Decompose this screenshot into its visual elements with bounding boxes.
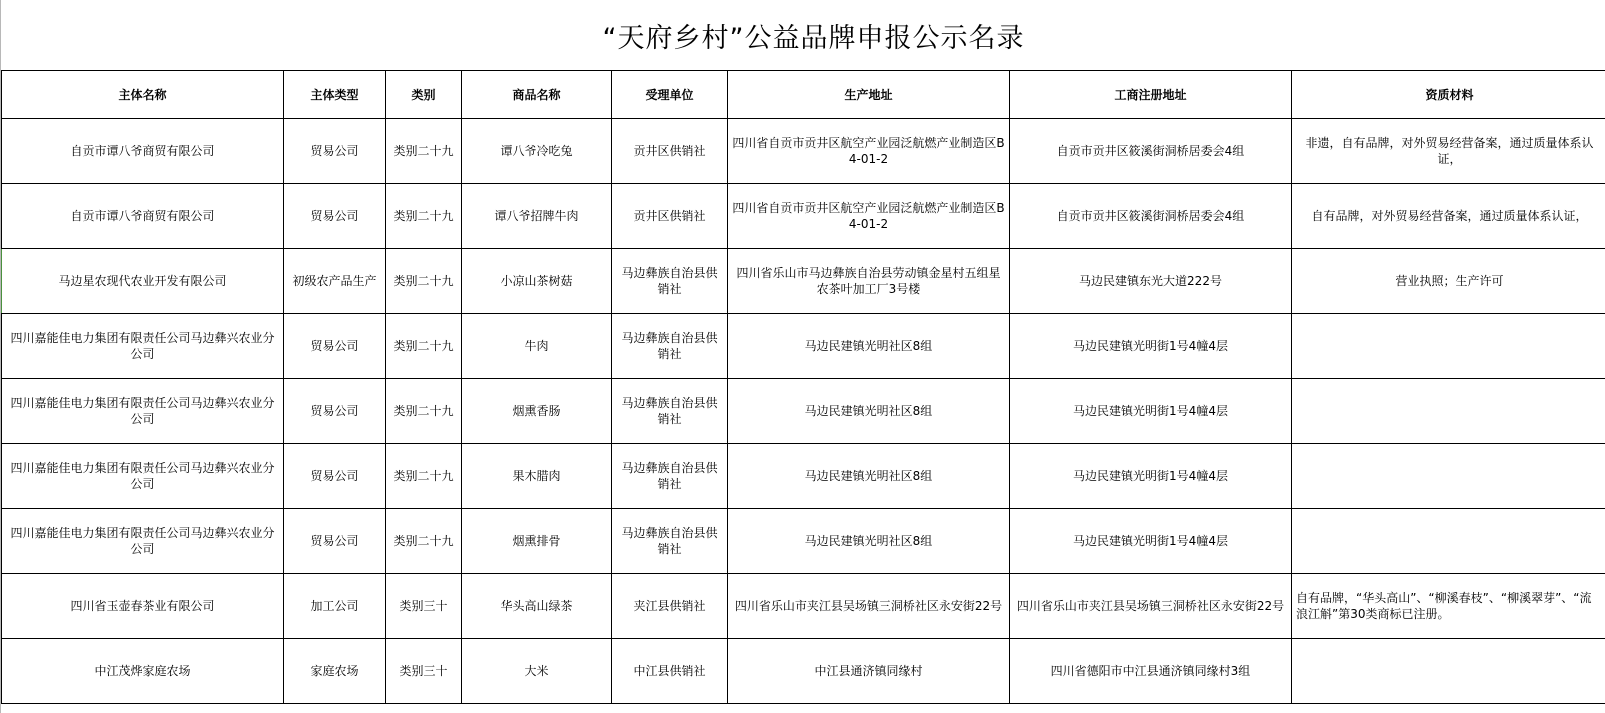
cell-unit[interactable]: 中江县供销社 bbox=[612, 639, 728, 704]
cell-type[interactable]: 贸易公司 bbox=[284, 184, 386, 249]
cell-entity[interactable]: 四川嘉能佳电力集团有限责任公司马边彝兴农业分公司 bbox=[2, 509, 284, 574]
table-row bbox=[2, 509, 1605, 574]
cell-product[interactable]: 谭八爷冷吃兔 bbox=[462, 119, 612, 184]
cell-qualification[interactable] bbox=[1292, 639, 1605, 704]
cell-unit[interactable]: 马边彝族自治县供销社 bbox=[612, 249, 728, 314]
cell-registered-address[interactable]: 自贡市贡井区筱溪街洞桥居委会4组 bbox=[1010, 184, 1292, 249]
column-header-product[interactable]: 商品名称 bbox=[462, 71, 612, 119]
cell-product[interactable]: 果木腊肉 bbox=[462, 444, 612, 509]
cell-unit[interactable]: 贡井区供销社 bbox=[612, 184, 728, 249]
cell-unit[interactable]: 马边彝族自治县供销社 bbox=[612, 444, 728, 509]
cell-unit[interactable]: 贡井区供销社 bbox=[612, 119, 728, 184]
cell-qualification[interactable] bbox=[1292, 379, 1605, 444]
table-row bbox=[2, 314, 1605, 379]
table-row bbox=[2, 574, 1605, 639]
cell-entity[interactable]: 四川省玉壶春茶业有限公司 bbox=[2, 574, 284, 639]
cell-unit[interactable]: 夹江县供销社 bbox=[612, 574, 728, 639]
header-row bbox=[2, 71, 1605, 119]
cell-production-address[interactable]: 四川省自贡市贡井区航空产业园泛航燃产业制造区B4-01-2 bbox=[728, 184, 1010, 249]
cell-type[interactable]: 初级农产品生产 bbox=[284, 249, 386, 314]
cell-production-address[interactable]: 四川省自贡市贡井区航空产业园泛航燃产业制造区B4-01-2 bbox=[728, 119, 1010, 184]
cell-product[interactable]: 谭八爷招牌牛肉 bbox=[462, 184, 612, 249]
cell-entity[interactable]: 自贡市谭八爷商贸有限公司 bbox=[2, 119, 284, 184]
cell-product[interactable]: 华头高山绿茶 bbox=[462, 574, 612, 639]
cell-category[interactable]: 类别二十九 bbox=[386, 444, 462, 509]
cell-category[interactable]: 类别二十九 bbox=[386, 249, 462, 314]
cell-registered-address[interactable]: 四川省德阳市中江县通济镇同缘村3组 bbox=[1010, 639, 1292, 704]
cell-production-address[interactable]: 马边民建镇光明社区8组 bbox=[728, 314, 1010, 379]
cell-type[interactable]: 贸易公司 bbox=[284, 379, 386, 444]
column-header-type[interactable]: 主体类型 bbox=[284, 71, 386, 119]
cell-qualification[interactable] bbox=[1292, 444, 1605, 509]
cell-production-address[interactable]: 马边民建镇光明社区8组 bbox=[728, 509, 1010, 574]
cell-qualification[interactable]: 自有品牌，“华头高山”、“柳溪春枝”、“柳溪翠芽”、“流浪江斛”第30类商标已注册。 bbox=[1292, 574, 1605, 639]
cell-category[interactable]: 类别二十九 bbox=[386, 184, 462, 249]
cell-category[interactable]: 类别二十九 bbox=[386, 379, 462, 444]
cell-production-address[interactable]: 四川省乐山市夹江县吴场镇三洞桥社区永安街22号 bbox=[728, 574, 1010, 639]
column-header-registered-address[interactable]: 工商注册地址 bbox=[1010, 71, 1292, 119]
cell-production-address[interactable]: 中江县通济镇同缘村 bbox=[728, 639, 1010, 704]
cell-type[interactable]: 加工公司 bbox=[284, 574, 386, 639]
cell-product[interactable]: 大米 bbox=[462, 639, 612, 704]
cell-registered-address[interactable]: 马边民建镇光明街1号4幢4层 bbox=[1010, 314, 1292, 379]
cell-production-address[interactable]: 马边民建镇光明社区8组 bbox=[728, 444, 1010, 509]
cell-qualification[interactable] bbox=[1292, 314, 1605, 379]
cell-qualification[interactable] bbox=[1292, 509, 1605, 574]
cell-entity[interactable]: 四川嘉能佳电力集团有限责任公司马边彝兴农业分公司 bbox=[2, 379, 284, 444]
cell-type[interactable]: 贸易公司 bbox=[284, 119, 386, 184]
column-header-entity[interactable]: 主体名称 bbox=[2, 71, 284, 119]
cell-registered-address[interactable]: 马边民建镇东光大道222号 bbox=[1010, 249, 1292, 314]
cell-entity[interactable]: 中江茂烨家庭农场 bbox=[2, 639, 284, 704]
table-row bbox=[2, 379, 1605, 444]
table-row bbox=[2, 119, 1605, 184]
cell-type[interactable]: 贸易公司 bbox=[284, 314, 386, 379]
cell-registered-address[interactable]: 马边民建镇光明街1号4幢4层 bbox=[1010, 444, 1292, 509]
cell-entity[interactable]: 马边星农现代农业开发有限公司 bbox=[2, 249, 284, 314]
cell-product[interactable]: 烟熏香肠 bbox=[462, 379, 612, 444]
cell-product[interactable]: 烟熏排骨 bbox=[462, 509, 612, 574]
page-title: “天府乡村”公益品牌申报公示名录 bbox=[602, 22, 1025, 54]
table-row bbox=[2, 639, 1605, 704]
cell-registered-address[interactable]: 自贡市贡井区筱溪街洞桥居委会4组 bbox=[1010, 119, 1292, 184]
cell-registered-address[interactable]: 马边民建镇光明街1号4幢4层 bbox=[1010, 509, 1292, 574]
table-row bbox=[2, 249, 1605, 314]
cell-category[interactable]: 类别三十 bbox=[386, 639, 462, 704]
cell-product[interactable]: 牛肉 bbox=[462, 314, 612, 379]
cell-type[interactable]: 贸易公司 bbox=[284, 509, 386, 574]
column-header-production-address[interactable]: 生产地址 bbox=[728, 71, 1010, 119]
cell-entity[interactable]: 四川嘉能佳电力集团有限责任公司马边彝兴农业分公司 bbox=[2, 314, 284, 379]
table-row bbox=[2, 184, 1605, 249]
cell-production-address[interactable]: 四川省乐山市马边彝族自治县劳动镇金星村五组星农茶叶加工厂3号楼 bbox=[728, 249, 1010, 314]
brand-list-table bbox=[1, 70, 1605, 704]
cell-entity[interactable]: 自贡市谭八爷商贸有限公司 bbox=[2, 184, 284, 249]
column-header-unit[interactable]: 受理单位 bbox=[612, 71, 728, 119]
cell-production-address[interactable]: 马边民建镇光明社区8组 bbox=[728, 379, 1010, 444]
cell-type[interactable]: 家庭农场 bbox=[284, 639, 386, 704]
cell-qualification[interactable]: 非遗，自有品牌，对外贸易经营备案，通过质量体系认证， bbox=[1292, 119, 1605, 184]
cell-registered-address[interactable]: 马边民建镇光明街1号4幢4层 bbox=[1010, 379, 1292, 444]
cell-unit[interactable]: 马边彝族自治县供销社 bbox=[612, 379, 728, 444]
cell-unit[interactable]: 马边彝族自治县供销社 bbox=[612, 314, 728, 379]
cell-category[interactable]: 类别三十 bbox=[386, 574, 462, 639]
cell-category[interactable]: 类别二十九 bbox=[386, 119, 462, 184]
cell-unit[interactable]: 马边彝族自治县供销社 bbox=[612, 509, 728, 574]
column-header-qualification[interactable]: 资质材料 bbox=[1292, 71, 1605, 119]
cell-qualification[interactable]: 自有品牌，对外贸易经营备案，通过质量体系认证， bbox=[1292, 184, 1605, 249]
cell-registered-address[interactable]: 四川省乐山市夹江县吴场镇三洞桥社区永安街22号 bbox=[1010, 574, 1292, 639]
table-row bbox=[2, 444, 1605, 509]
cell-entity[interactable]: 四川嘉能佳电力集团有限责任公司马边彝兴农业分公司 bbox=[2, 444, 284, 509]
cell-category[interactable]: 类别二十九 bbox=[386, 509, 462, 574]
cell-qualification[interactable]: 营业执照；生产许可 bbox=[1292, 249, 1605, 314]
column-header-category[interactable]: 类别 bbox=[386, 71, 462, 119]
cell-category[interactable]: 类别二十九 bbox=[386, 314, 462, 379]
cell-product[interactable]: 小凉山茶树菇 bbox=[462, 249, 612, 314]
cell-type[interactable]: 贸易公司 bbox=[284, 444, 386, 509]
